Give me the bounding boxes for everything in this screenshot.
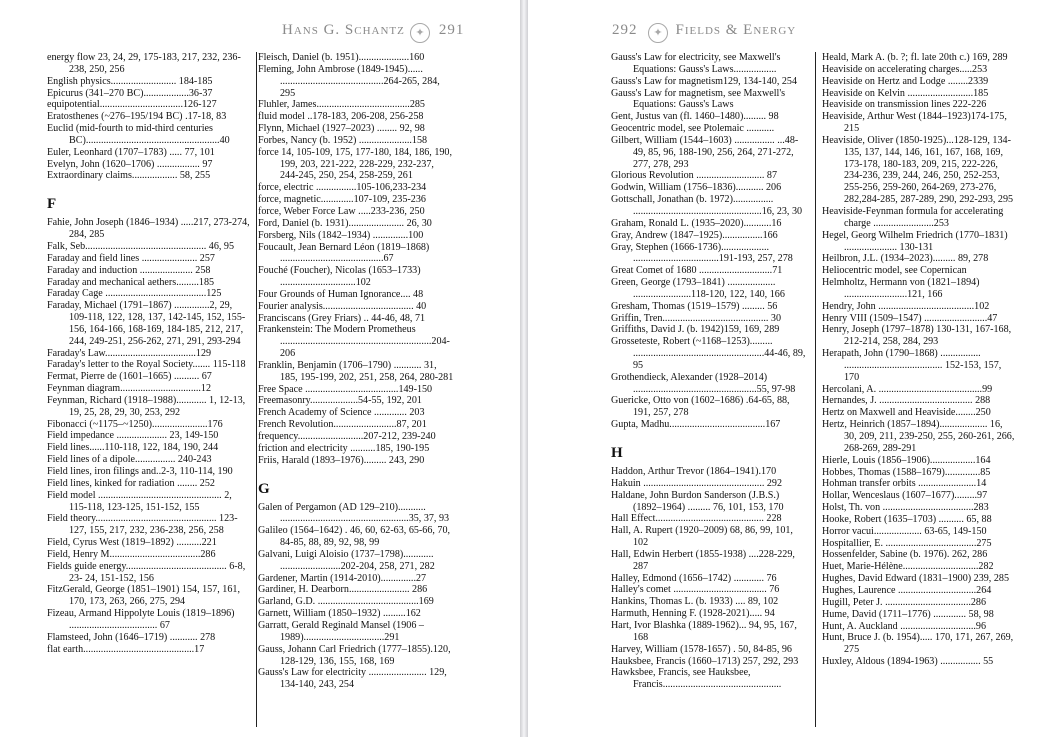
index-entry: Heaviside on transmission lines 222-226 <box>822 99 987 111</box>
index-entry: Horror vacui................... 63-65, 149-150 <box>822 525 987 537</box>
index-entry: Faraday and mechanical aethers.........185 <box>47 276 215 288</box>
index-entry: Heliocentric model, see Copernican <box>822 265 967 277</box>
index-entry: Fizeau, Armand Hippolyte Louis (1819–1896) ................................... 67 <box>47 608 235 631</box>
index-entry: Field theory................................................ 123-127, 155, 217, 232, 236-238, 256, 258 <box>47 513 238 537</box>
index-entry: Hall, A. Rupert (1920–2009) 68, 86, 99, 101, 102 <box>611 525 793 549</box>
index-column-1 <box>47 52 257 727</box>
index-entry: Gauss's Law for magnetism, see Maxwell's Equations: Gauss's Laws <box>611 87 786 111</box>
header-author: Hans G. Schantz <box>282 22 405 38</box>
index-entry: Hendry, John ......................................102 <box>822 300 990 312</box>
index-entry: Heaviside on Kelvin ..........................185 <box>822 87 989 99</box>
index-entry: Godwin, William (1756–1836)........... 206 <box>611 182 782 194</box>
index-section-letter: G <box>258 480 270 497</box>
index-entry: Flamsteed, John (1646–1719) ........... 278 <box>47 631 216 643</box>
right-running-head <box>612 22 796 39</box>
index-entry: Faraday and induction ..................... 258 <box>47 264 211 276</box>
index-entry: Great Comet of 1680 .............................71 <box>611 265 783 277</box>
index-entry: Hugill, Peter J. ..................................286 <box>822 596 987 608</box>
index-entry: Gauss's Law for magnetism129, 134-140, 254 <box>611 75 798 87</box>
index-entry: Galen of Pergamon (AD 129–210)........... ...................................................35, 37, 93 <box>258 501 450 525</box>
right-page-number: 292 <box>612 22 638 38</box>
index-entry: Hooke, Robert (1635–1703) .......... 65, 88 <box>822 513 992 525</box>
index-entry: Field lines, iron filings and..2-3, 110-114, 190 <box>47 466 233 477</box>
index-entry: Graham, Ronald L. (1935–2020)...........16 <box>611 217 782 229</box>
index-entry: Extraordinary claims.................. 58, 255 <box>47 170 211 182</box>
index-entry: Euclid (mid-fourth to mid-third centuries BC).....................................................40 <box>47 123 230 146</box>
index-entry: Faraday and field lines ...................... 257 <box>47 252 215 264</box>
index-entry: Hauksbee, Francis (1660–1713) 257, 292, 293 <box>611 655 799 667</box>
index-entry: Fields guide energy........................................ 6-8, 23- 24, 151-152, 156 <box>47 560 246 584</box>
index-entry: Faraday's Law....................................129 <box>47 347 212 359</box>
index-entry: Faraday's letter to the Royal Society....... 115-118 <box>47 359 246 371</box>
index-column-2 <box>258 52 454 691</box>
index-entry: Huet, Marie-Hélène..............................282 <box>822 561 994 573</box>
index-entry: energy flow 23, 24, 29, 175-183, 217, 232, 236-238, 250, 256 <box>47 52 241 75</box>
header-ornament-icon: ✦ <box>410 23 430 43</box>
index-entry: Glorious Revolution ........................... 87 <box>611 170 777 182</box>
index-entry: Gilbert, William (1544–1603) ................ ...48-49, 85, 96, 188-190, 256, 264, 271-272, 277, 278, 293 <box>611 134 799 170</box>
index-entry: Field lines, kinked for radiation ........ 252 <box>47 477 215 489</box>
index-entry: Heald, Mark A. (b. ?; fl. late 20th c.) 169, 289 <box>822 52 1008 63</box>
index-entry: Gardener, Martin (1914-2010)..............27 <box>258 572 427 584</box>
index-entry: Henry, Joseph (1797–1878) 130-131, 167-168, 212-214, 258, 284, 293 <box>822 324 1012 348</box>
index-entry: Hercolani, A. .........................................99 <box>822 383 993 395</box>
index-entry: Hawksbee, Francis, see Hauksbee, Francis............................................... <box>611 667 782 691</box>
index-entry: Harvey, William (1578-1657) . 50, 84-85, 96 <box>611 643 792 655</box>
index-entry: Field lines of a dipole................ 240-243 <box>47 454 212 466</box>
index-entry: Garland, G.D. ........................................169 <box>258 596 434 608</box>
index-entry: Gresham, Thomas (1519–1579) ......... 56 <box>611 300 778 312</box>
index-entry: Holst, Th. von ....................................283 <box>822 502 989 514</box>
index-entry: Heaviside, Arthur West (1844–1923)174-175, 215 <box>822 111 1007 135</box>
index-entry: Haddon, Arthur Trevor (1864–1941).170 <box>611 466 777 477</box>
index-entry: Feynman diagram................................12 <box>47 383 212 395</box>
index-entry: Gauss's Law for electricity ....................... 129, 134-140, 243, 254 <box>258 667 447 691</box>
left-running-head <box>282 22 464 39</box>
index-entry: Flynn, Michael (1927–2023) ........ 92, 98 <box>258 123 425 135</box>
index-entry: Grothendieck, Alexander (1928–2014) .................................................55, 97-98 <box>611 371 796 395</box>
index-entry: Hertz on Maxwell and Heaviside........250 <box>822 407 991 419</box>
index-entry: Heaviside on Hertz and Lodge ........2339 <box>822 75 989 87</box>
index-entry: Franciscans (Grey Friars) .. 44-46, 48, 71 <box>258 312 426 324</box>
index-entry: Halley, Edmond (1656–1742) ............ 76 <box>611 572 777 584</box>
index-entry: Harmuth, Henning F. (1928-2021)..... 94 <box>611 608 775 620</box>
index-entry: Epicurus (341–270 BC)..................36-37 <box>47 87 213 99</box>
index-entry: Hankins, Thomas L. (b. 1933) .... 89, 102 <box>611 596 779 608</box>
index-entry: French Revolution.........................87, 201 <box>258 419 427 431</box>
index-entry: Heaviside-Feynman formula for accelerating charge ........................253 <box>822 205 1004 229</box>
index-entry: Fibonacci (~1175–~1250)......................176 <box>47 418 223 430</box>
index-entry: Haldane, John Burdon Sanderson (J.B.S.) (1892–1964) ......... 76, 101, 153, 170 <box>611 489 784 513</box>
index-entry: Halley's comet ..................................... 76 <box>611 584 780 596</box>
index-section-letter: F <box>47 196 57 213</box>
index-column-3 <box>611 52 816 727</box>
index-entry: Fahie, John Joseph (1846–1934) .....217, 273-274, 284, 285 <box>47 217 250 241</box>
index-entry: Heilbron, J.L. (1934–2023)......... 89, 278 <box>822 253 989 265</box>
index-entry: Gray, Andrew (1847–1925)................166 <box>611 229 778 241</box>
index-entry: Hollar, Wenceslaus (1607–1677).........97 <box>822 490 988 502</box>
index-entry: Faraday Cage ........................................125 <box>47 288 222 300</box>
index-entry: Hall, Edwin Herbert (1855-1938) ....228-229, 287 <box>611 548 795 572</box>
index-entry: English physics.......................... 184-185 <box>47 75 213 87</box>
index-entry: Gray, Stephen (1666-1736)................... ..................................191-193, 257, 278 <box>611 241 793 265</box>
index-entry: friction and electricity ..........185, 190-195 <box>258 442 430 454</box>
index-entry: Hart, Ivor Blashka (1889-1962)... 94, 95, 167, 168 <box>611 619 797 643</box>
index-entry: Field, Cyrus West (1819–1892) ..........221 <box>47 537 217 549</box>
index-entry: Free Space .....................................149-150 <box>258 383 433 395</box>
index-entry: Hertz, Heinrich (1857–1894)................... 16, 30, 209, 211, 239-250, 255, 260-261, 266, 268-269, 289-291 <box>822 419 1015 454</box>
index-entry: Ford, Daniel (b. 1931)...................... 26, 30 <box>258 217 432 229</box>
index-entry: Herapath, John (1790–1868) ................ ....................................... 152-153, 157, 170 <box>822 348 1002 383</box>
index-entry: Gottschall, Jonathan (b. 1972)................ ...................................................16, 23, 30 <box>611 194 803 217</box>
index-entry: Galileo (1564–1642) . 46, 60, 62-63, 65-66, 70, 84-85, 88, 89, 92, 98, 99 <box>258 525 451 549</box>
index-entry: Four Grounds of Human Ignorance.... 48 <box>258 288 424 300</box>
index-entry: Hossenfelder, Sabine (b. 1976). 262, 286 <box>822 549 988 561</box>
index-section-letter: H <box>611 445 623 461</box>
index-entry: Garnett, William (1850–1932) .........162 <box>258 608 421 620</box>
index-entry: Field, Henry M....................................286 <box>47 548 216 560</box>
left-page-number: 291 <box>438 22 465 38</box>
index-entry: Hunt, Bruce J. (b. 1954)..... 170, 171, 267, 269, 275 <box>822 632 1014 656</box>
index-entry: force, electric ................105-106,233-234 <box>258 182 427 194</box>
index-entry: Evelyn, John (1620–1706) ................. 97 <box>47 158 213 170</box>
index-entry: Franklin, Benjamin (1706–1790) ........... 31, 185, 195-199, 202, 251, 258, 264, 280-281 <box>258 359 454 383</box>
header-ornament-icon: ✦ <box>648 23 668 43</box>
index-entry: Henry VIII (1509–1547) .........................47 <box>822 312 998 324</box>
index-entry: Griffin, Tren.......................................... 30 <box>611 312 782 324</box>
index-entry: Field model ................................................. 2, 115-118, 123-125, 151-152, 155 <box>47 489 232 513</box>
index-entry: Guericke, Otto von (1602–1686) .64-65, 88, 191, 257, 278 <box>611 395 790 419</box>
index-entry: Hughes, Laurence ...............................264 <box>822 584 992 596</box>
index-entry: frequency..........................207-212, 239-240 <box>258 431 436 442</box>
index-entry: Heaviside on accelerating charges.....253 <box>822 63 988 75</box>
index-entry: Hobbes, Thomas (1588–1679)..............85 <box>822 466 991 478</box>
index-entry: Hume, David (1711–1776) ............. 58, 98 <box>822 608 994 620</box>
index-entry: force 14, 105-109, 175, 177-180, 184, 186, 190, 199, 203, 221-222, 228-229, 232-237, 244-245, 250, 254, 258-259, 261 <box>258 146 452 182</box>
index-entry: Hall Effect........................................... 228 <box>611 513 782 525</box>
index-entry: Field lines......110-118, 122, 184, 190, 244 <box>47 442 219 454</box>
index-entry: equipotential.................................126-127 <box>47 99 217 111</box>
index-entry: Gent, Justus van (fl. 1460–1480)......... 98 <box>611 111 779 123</box>
index-entry: Euler, Leonhard (1707–1783) ..... 77, 101 <box>47 146 215 158</box>
index-entry: Gauss, Johann Carl Friedrich (1777–1855).120, 128-129, 136, 155, 168, 169 <box>258 643 451 667</box>
index-entry: Grosseteste, Robert (~1168–1253)......... ....................................................44-46, 89, 95 <box>611 336 806 371</box>
index-entry: Huxley, Aldous (1894-1963) ................ 55 <box>822 656 994 668</box>
book-gutter <box>520 0 528 737</box>
index-entry: Fleisch, Daniel (b. 1951)....................160 <box>258 52 425 63</box>
index-entry: Fleming, John Ambrose (1849-1945)...... .........................................264-265, 284, 295 <box>258 63 440 99</box>
index-entry: Freemasonry...................54-55, 192, 201 <box>258 395 422 407</box>
index-entry: Griffiths, David J. (b. 1942)159, 169, 289 <box>611 324 780 336</box>
index-entry: Feynman, Richard (1918–1988)............ 1, 12-13, 19, 25, 28, 29, 30, 253, 292 <box>47 394 246 418</box>
index-entry: Galvani, Luigi Aloisio (1737–1798)............ ........................202-204, 258, 271, 282 <box>258 548 435 572</box>
index-entry: Gardiner, H. Dearborn........................ 286 <box>258 584 428 596</box>
index-entry: Hakuin ................................................ 292 <box>611 477 783 489</box>
index-entry: Hegel, Georg Wilhelm Friedrich (1770–1831) ..................... 130-131 <box>822 229 1008 253</box>
index-entry: Green, George (1793–1841) ................... .......................118-120, 122, 140, 166 <box>611 277 785 300</box>
index-entry: flat earth............................................17 <box>47 643 205 655</box>
index-entry: Hierle, Louis (1856–1906)..................164 <box>822 454 991 466</box>
index-entry: FitzGerald, George (1851–1901) 154, 157, 161, 170, 173, 263, 266, 275, 294 <box>47 584 240 608</box>
index-entry: Forsberg, Nils (1842–1934) ..............100 <box>258 229 424 241</box>
header-title: Fields & Energy <box>675 22 797 38</box>
index-entry: force, Weber Force Law .....233-236, 250 <box>258 205 425 217</box>
index-entry: French Academy of Science ............. 203 <box>258 407 425 419</box>
index-entry: Fermat, Pierre de (1601–1665) .......... 67 <box>47 371 212 383</box>
index-entry: Fourier analysis.................................... 40 <box>258 300 427 312</box>
index-entry: Faraday, Michael (1791–1867) ..............2, 29, 109-118, 122, 128, 137, 142-145, 152, 155-156, 164-166, 168-169, 184-185, 212, 217, 244, 249-251, 256-262, 271, 291, 293-294 <box>47 300 246 347</box>
index-entry: Fouché (Foucher), Nicolas (1653–1733) ..............................102 <box>258 265 421 289</box>
index-entry: Eratosthenes (~276–195/194 BC) .17-18, 83 <box>47 111 227 123</box>
index-entry: force, magnetic.............107-109, 235-236 <box>258 194 426 206</box>
index-entry: Forbes, Nancy (b. 1952) .....................158 <box>258 134 428 146</box>
index-entry: Hernandes, J. ..................................... 288 <box>822 395 991 407</box>
index-entry: Field impedance .................... 23, 149-150 <box>47 430 219 442</box>
index-entry: Hughes, David Edward (1831–1900) 239, 285 <box>822 573 1009 585</box>
index-entry: Fluhler, James.....................................285 <box>258 99 425 111</box>
index-entry: Foucault, Jean Bernard Léon (1819–1868) .........................................67 <box>258 241 430 265</box>
index-entry: Gauss's Law for electricity, see Maxwell's Equations: Gauss's Laws................. <box>611 52 781 75</box>
index-entry: Hunt, A. Auckland ..............................96 <box>822 620 987 632</box>
index-entry: Falk, Seb................................................ 46, 95 <box>47 240 235 252</box>
index-entry: Hohman transfer orbits .......................14 <box>822 478 987 490</box>
index-column-4 <box>822 52 1016 668</box>
index-entry: Geocentric model, see Ptolemaic ........... <box>611 123 775 135</box>
index-entry: Friis, Harald (1893–1976)......... 243, 290 <box>258 454 425 466</box>
index-entry: Garratt, Gerald Reginald Mansel (1906 – 1989)................................291 <box>258 619 424 643</box>
index-entry: Hospitallier, E. ....................................275 <box>822 537 992 549</box>
index-entry: Helmholtz, Hermann von (1821–1894) .........................121, 166 <box>822 277 980 300</box>
index-entry: Heaviside, Oliver (1850-1925)...128-129, 134-135, 137, 144, 146, 161, 167, 168, 169, 173-178, 180-183, 209, 215, 222-226, 234-236, 239, 244, 246, 250, 252-253, 255-256, 259-260, 264-269, 273-276, 282,284-285, 287-289, 290, 292-293, 295 <box>822 134 1014 206</box>
index-entry: Gupta, Madhu......................................167 <box>611 419 781 431</box>
index-entry: Frankenstein: The Modern Prometheus ............................................................204-206 <box>258 324 450 360</box>
index-entry: fluid model ..178-183, 206-208, 256-258 <box>258 111 424 123</box>
